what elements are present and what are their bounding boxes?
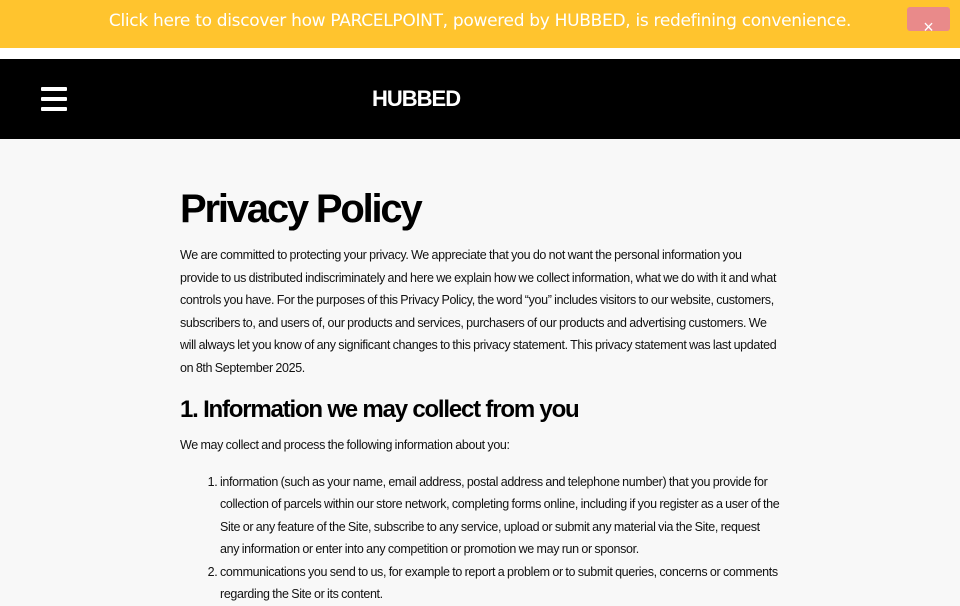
hamburger-menu-icon[interactable]	[41, 87, 67, 111]
main-content	[180, 180, 780, 606]
top-navbar	[0, 59, 960, 139]
hubbed-logo[interactable]: HUBBED	[372, 86, 461, 111]
list-item: 2. communications you send to us, for example to report a problem or to submit queries, concerns or comments regarding the Site or its content.	[220, 561, 780, 606]
list-item: 1. information (such as your name, email address, postal address and telephone number) that you provide for collection of parcels within our store network, completing forms online, including if you register as a user of the Site or any feature of the Site, subscribe to any service, upload or submit any material via the Site, request any information or enter into any competition or promotion we may run or sponsor.	[220, 471, 780, 561]
intro-paragraph: We are committed to protecting your privacy. We appreciate that you do not want the personal information you provide to us distributed indiscriminately and here we explain how we collect information, what we do with it and what controls you have. For the purposes of this Privacy Policy, the word “you” includes visitors to our website, customers, subscribers to, and users of, our products and services, purchasers of our products and advertising customers. We will always let you know of any significant changes to this privacy statement. This privacy statement was last updated on 8th September 2025.	[180, 248, 777, 375]
section-heading: 1. Information we may collect from you	[180, 396, 579, 423]
hamburger-bar	[41, 97, 67, 101]
information-list	[180, 471, 780, 606]
banner-link[interactable]: Click here to discover how PARCELPOINT, powered by HUBBED, is redefining convenience.	[108, 11, 852, 31]
hamburger-bar	[41, 107, 67, 111]
hamburger-bar	[41, 87, 67, 91]
section-lead: We may collect and process the following information about you:	[180, 438, 510, 452]
banner-spacer	[0, 48, 960, 59]
page-title: Privacy Policy	[180, 187, 421, 231]
announcement-banner[interactable]	[0, 0, 960, 48]
close-icon: ×	[923, 17, 934, 31]
banner-close-button[interactable]	[907, 7, 950, 31]
